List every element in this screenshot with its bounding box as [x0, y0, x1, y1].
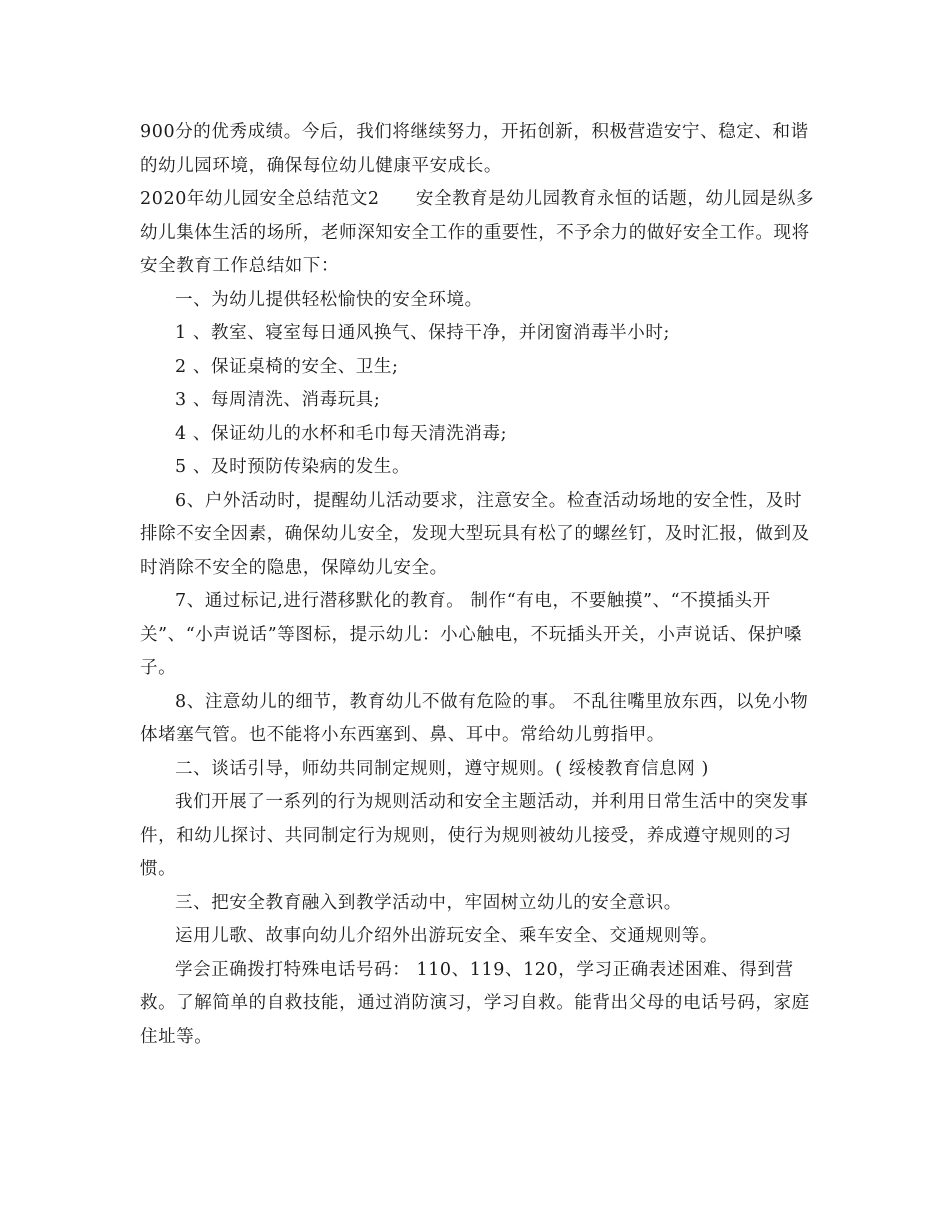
paragraph-item-8: 8、注意幼儿的细节，教育幼儿不做有危险的事。 不乱往嘴里放东西，以免小物体堵塞气管。也不能将小东西塞到、鼻、耳中。常给幼儿剪指甲。 [140, 691, 809, 745]
paragraph-heading-1: 一、为幼儿提供轻松愉快的安全环境。 [175, 289, 483, 310]
paragraph-continuation: 900分的优秀成绩。今后，我们将继续努力，开拓创新，积极营造安宁、稳定、和谐的幼儿园环境，确保每位幼儿健康平安成长。 [140, 122, 809, 176]
paragraph-section-title: 2020年幼儿园安全总结范文2 安全教育是幼儿园教育永恒的话题，幼儿园是纵多幼儿集体生活的场所，老师深知安全工作的重要性，不予余力的做好安全工作。现将安全教育工作总结如下： [140, 189, 815, 276]
list-item-1: 1 、教室、寝室每日通风换气、保持干净，并闭窗消毒半小时; [175, 323, 670, 343]
list-item-4: 4 、保证幼儿的水杯和毛巾每天清洗消毒; [175, 423, 508, 444]
paragraph-item-7: 7、通过标记,进行潜移默化的教育。 制作“有电，不要触摸”、“不摸插头开关”、“小声说话”等图标，提示幼儿：小心触电，不玩插头开关，小声说话、保护嗓子。 [140, 591, 803, 678]
paragraph-body-2: 我们开展了一系列的行为规则活动和安全主题活动，并利用日常生活中的突发事件，和幼儿探讨、共同制定行为规则，使行为规则被幼儿接受，养成遵守规则的习惯。 [140, 792, 809, 879]
list-item-3: 3 、每周清洗、消毒玩具; [175, 390, 381, 410]
document-body [140, 116, 820, 1054]
paragraph-body-3a: 运用儿歌、故事向幼儿介绍外出游玩安全、乘车安全、交通规则等。 [175, 926, 718, 946]
paragraph-body-3b: 学会正确拨打特殊电话号码： 110、119、120，学习正确表述困难、得到营救。了解简单的自救技能，通过消防演习，学习自救。能背出父母的电话号码，家庭住址等。 [140, 959, 810, 1047]
list-item-5: 5 、及时预防传染病的发生。 [175, 457, 411, 477]
paragraph-heading-2: 二、谈话引导，师幼共同制定规则，遵守规则。( 绥棱教育信息网 ) [175, 758, 709, 779]
paragraph-heading-3: 三、把安全教育融入到教学活动中，牢固树立幼儿的安全意识。 [175, 892, 682, 913]
paragraph-item-6: 6、户外活动时，提醒幼儿活动要求，注意安全。检查活动场地的安全性，及时排除不安全因素，确保幼儿安全，发现大型玩具有松了的螺丝钉，及时汇报，做到及时消除不安全的隐患，保障幼儿安全。 [140, 490, 810, 578]
list-item-2: 2 、保证桌椅的安全、卫生; [175, 356, 399, 377]
